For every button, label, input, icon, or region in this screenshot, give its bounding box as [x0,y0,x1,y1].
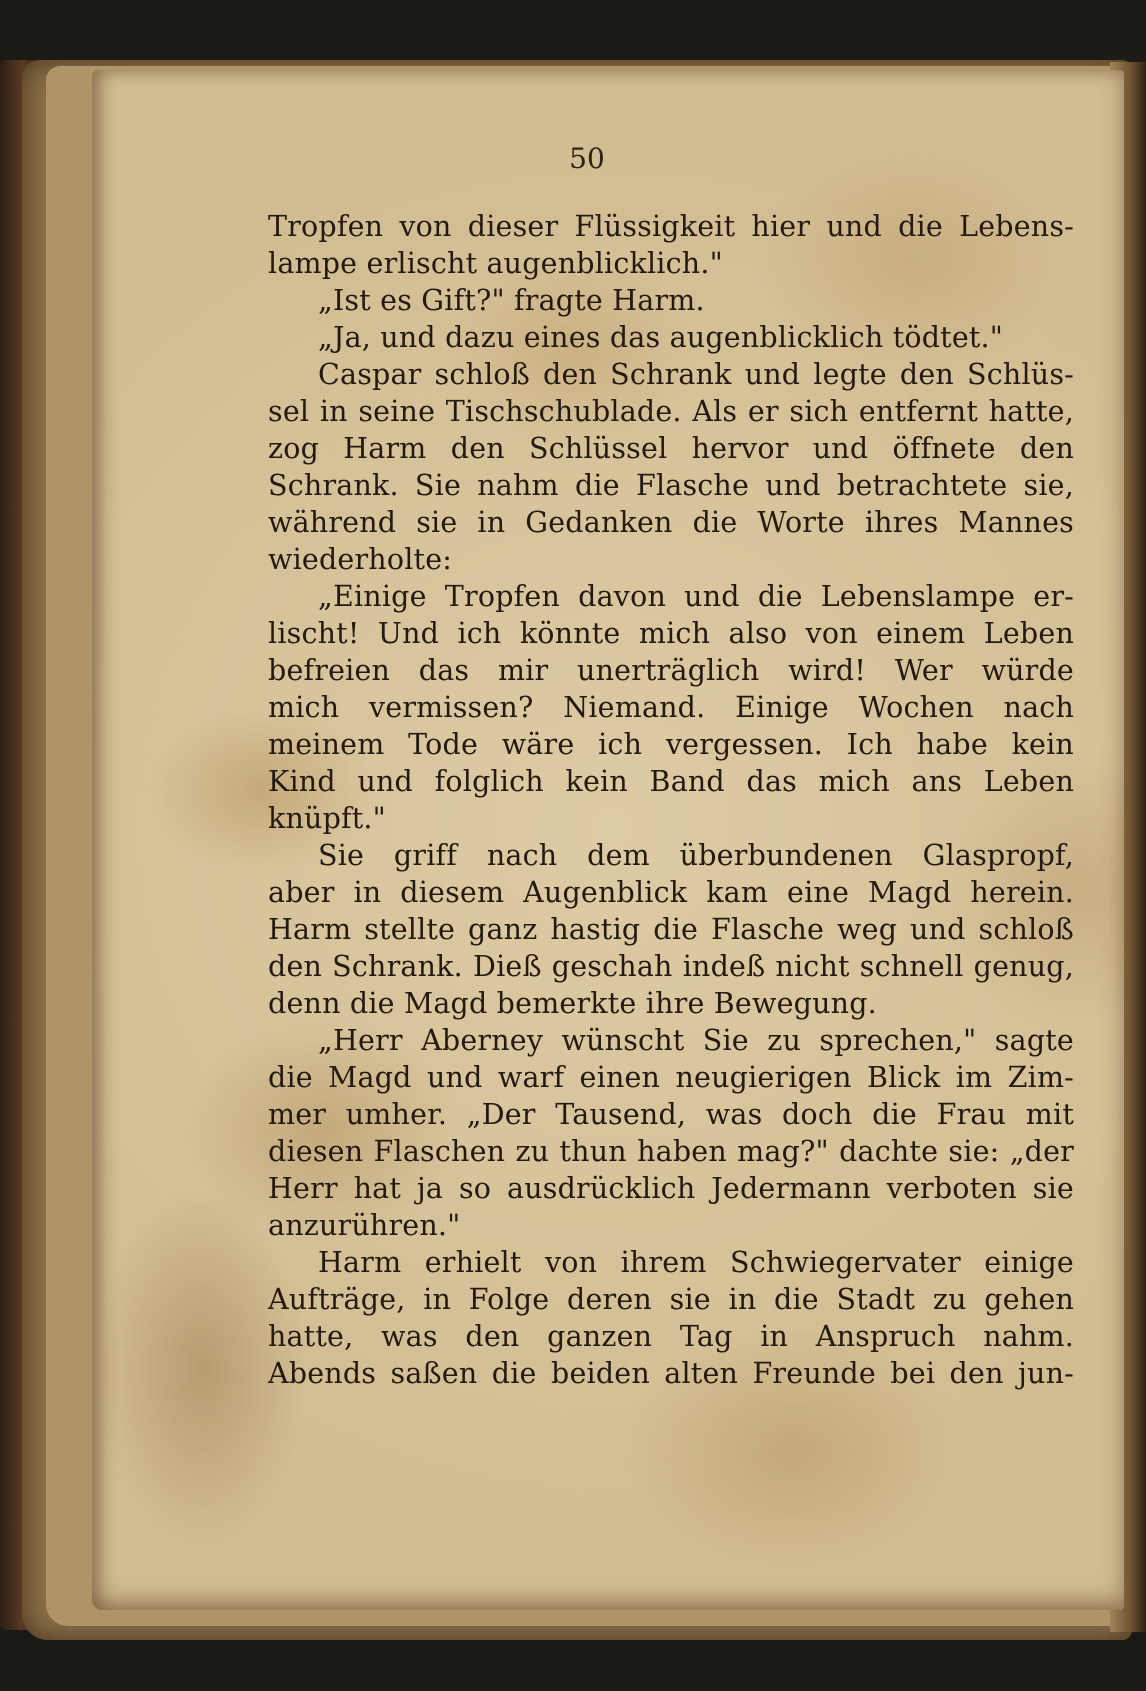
text-line: zog Harm den Schlüssel hervor und öffnete den [268,432,1074,465]
text-line: anzurühren." [268,1209,461,1242]
text-line: diesen Flaschen zu thun haben mag?" dachte sie: „der [268,1135,1074,1168]
text-line: Tropfen von dieser Flüssigkeit hier und die Lebens- [268,210,1074,243]
text-line: Kind und folglich kein Band das mich ans Leben [268,765,1074,798]
text-line: mich vermissen? Niemand. Einige Wochen nach [268,691,1074,724]
text-line: befreien das mir unerträglich wird! Wer würde [268,654,1074,687]
page-text [268,208,1074,1392]
text-line: wiederholte: [268,543,453,576]
text-line: Abends saßen die beiden alten Freunde bei den jun- [268,1357,1074,1390]
text-line: Harm stellte ganz hastig die Flasche weg und schloß [268,913,1074,946]
text-line: lischt! Und ich könnte mich also von einem Leben [268,617,1074,650]
text-line: denn die Magd bemerkte ihre Bewegung. [268,987,877,1020]
text-line: aber in diesem Augenblick kam eine Magd herein. [268,876,1074,909]
text-line: mer umher. „Der Tausend, was doch die Frau mit [268,1098,1074,1131]
text-line: Sie griff nach dem überbundenen Glaspropf, [318,839,1074,872]
text-line: „Ja, und dazu eines das augenblicklich tödtet." [318,321,1004,354]
text-line: Schrank. Sie nahm die Flasche und betrachtete sie, [268,469,1074,502]
text-line: während sie in Gedanken die Worte ihres Mannes [268,506,1074,539]
text-line: Aufträge, in Folge deren sie in die Stadt zu gehen [268,1283,1074,1316]
text-line: die Magd und warf einen neugierigen Blick im Zim- [268,1061,1074,1094]
text-line: „Ist es Gift?" fragte Harm. [318,284,705,317]
text-line: Caspar schloß den Schrank und legte den Schlüs- [318,358,1074,391]
text-line: sel in seine Tischschublade. Als er sich entfernt hatte, [268,395,1074,428]
text-line: „Herr Aberney wünscht Sie zu sprechen," sagte [318,1024,1074,1057]
page-number: 50 [569,142,605,175]
text-line: Herr hat ja so ausdrücklich Jedermann verboten sie [268,1172,1074,1205]
text-line: hatte, was den ganzen Tag in Anspruch nahm. [268,1320,1074,1353]
text-line: knüpft." [268,802,386,835]
text-line: Harm erhielt von ihrem Schwiegervater einige [318,1246,1074,1279]
text-line: „Einige Tropfen davon und die Lebenslampe er- [318,580,1074,613]
text-line: meinem Tode wäre ich vergessen. Ich habe kein [268,728,1074,761]
text-line: den Schrank. Dieß geschah indeß nicht schnell genug, [268,950,1074,983]
text-line: lampe erlischt augenblicklich." [268,247,723,280]
